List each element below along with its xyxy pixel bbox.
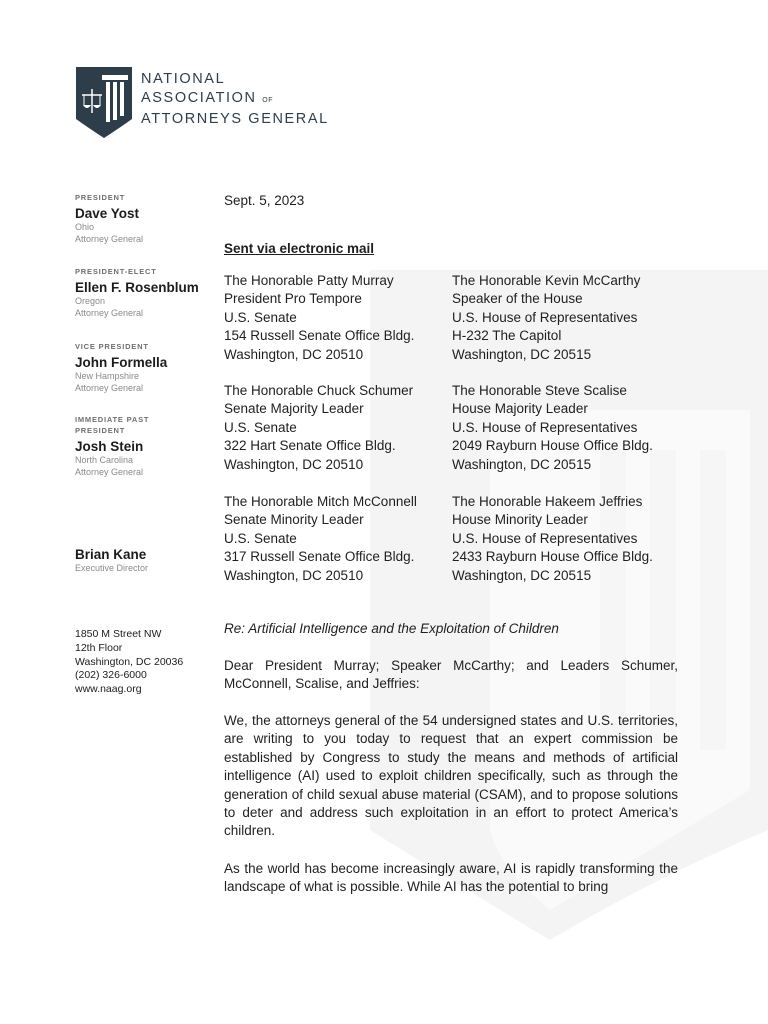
recipient-block	[224, 493, 452, 585]
recipient-line: 322 Hart Senate Office Bldg.	[224, 438, 396, 454]
recipient-line: U.S. Senate	[224, 419, 297, 435]
recipient-line: Senate Majority Leader	[224, 401, 364, 417]
recipient-block	[224, 382, 452, 474]
officer-name: Josh Stein	[75, 439, 144, 454]
officer-role: IMMEDIATE PAST PRESIDENT	[75, 415, 150, 435]
recipient-line: U.S. House of Representatives	[452, 419, 638, 435]
recipient-line: The Honorable Kevin McCarthy	[452, 273, 641, 288]
org-name-line3: ATTORNEYS GENERAL	[141, 111, 329, 127]
recipient-line: The Honorable Steve Scalise	[452, 383, 627, 398]
org-name-of: OF	[262, 96, 273, 104]
executive-name: Brian Kane	[75, 547, 147, 562]
naag-shield-logo	[76, 67, 134, 139]
executive-title: Executive Director	[75, 563, 149, 573]
recipient-line: House Minority Leader	[452, 512, 588, 528]
recipient-line: Senate Minority Leader	[224, 512, 364, 528]
officer-name: John Formella	[75, 355, 168, 370]
recipient-line: The Honorable Hakeem Jeffries	[452, 494, 643, 509]
org-address	[75, 628, 183, 697]
organization-name	[141, 70, 329, 129]
officer-state: New Hampshire	[75, 371, 140, 381]
recipient-line: U.S. Senate	[224, 309, 297, 325]
address-phone: (202) 326-6000	[75, 669, 147, 682]
org-name-line2	[141, 89, 329, 111]
recipient-block	[224, 272, 452, 364]
officer-block	[75, 341, 167, 394]
recipient-block	[452, 272, 680, 364]
letter-date: Sept. 5, 2023	[224, 193, 305, 208]
officer-title: Attorney General	[75, 307, 144, 318]
recipient-line: 2433 Rayburn House Office Bldg.	[452, 549, 653, 565]
recipient-block	[452, 493, 680, 585]
recipient-line: Washington, DC 20515	[452, 567, 592, 583]
recipient-line: H-232 The Capitol	[452, 328, 562, 344]
recipient-line: Washington, DC 20510	[224, 567, 364, 583]
officer-state: Oregon	[75, 296, 106, 306]
recipient-line: The Honorable Chuck Schumer	[224, 383, 414, 398]
officer-name: Dave Yost	[75, 206, 140, 221]
org-name-line1: NATIONAL	[141, 71, 226, 87]
officer-block	[75, 192, 143, 245]
recipient-line: House Majority Leader	[452, 401, 588, 417]
executive-director-block	[75, 544, 148, 575]
officer-title: Attorney General	[75, 466, 144, 477]
recipient-line: Washington, DC 20515	[452, 456, 592, 472]
address-website: www.naag.org	[75, 683, 142, 696]
body-paragraph: As the world has become increasingly aware, AI is rapidly transforming the landscape of what is possible. While AI has the potential to bring	[224, 861, 678, 895]
officer-role: VICE PRESIDENT	[75, 342, 149, 351]
officer-state: Ohio	[75, 222, 95, 232]
recipient-line: The Honorable Patty Murray	[224, 273, 394, 288]
recipient-line: Speaker of the House	[452, 291, 583, 307]
recipient-block	[452, 382, 680, 474]
address-street: 1850 M Street NW	[75, 628, 162, 640]
org-name-association: ASSOCIATION	[141, 89, 257, 106]
address-city: Washington, DC 20036	[75, 655, 184, 668]
officer-title: Attorney General	[75, 233, 144, 244]
recipient-line: Washington, DC 20515	[452, 346, 592, 362]
officer-block	[75, 266, 199, 319]
recipient-line: 154 Russell Senate Office Bldg.	[224, 328, 415, 344]
recipient-line: Washington, DC 20510	[224, 456, 364, 472]
recipient-line: U.S. House of Representatives	[452, 309, 638, 325]
sent-via-line: Sent via electronic mail	[224, 241, 375, 256]
subject-line: Re: Artificial Intelligence and the Exploitation of Children	[224, 621, 559, 636]
officer-name: Ellen F. Rosenblum	[75, 280, 199, 295]
recipient-line: 317 Russell Senate Office Bldg.	[224, 549, 415, 565]
officer-role: PRESIDENT-ELECT	[75, 267, 157, 276]
recipient-line: President Pro Tempore	[224, 291, 362, 307]
officer-state: North Carolina	[75, 455, 134, 465]
officer-role: PRESIDENT	[75, 193, 126, 202]
officer-block	[75, 414, 155, 478]
recipient-line: Washington, DC 20510	[224, 346, 364, 362]
recipient-line: U.S. House of Representatives	[452, 530, 638, 546]
recipient-line: The Honorable Mitch McConnell	[224, 494, 417, 509]
salutation: Dear President Murray; Speaker McCarthy; and Leaders Schumer, McConnell, Scalise, and Jeffries:	[224, 658, 678, 692]
body-paragraph: We, the attorneys general of the 54 undersigned states and U.S. territories, are writing to you today to request that an expert commission be established by Congress to study the means and methods of artificial intelligence (AI) used to exploit children specifically, such as through the generation of child sexual abuse material (CSAM), and to propose solutions to deter and address such exploitation in an effort to protect America’s children.	[224, 713, 678, 839]
recipient-line: 2049 Rayburn House Office Bldg.	[452, 438, 653, 454]
recipient-line: U.S. Senate	[224, 530, 297, 546]
officer-title: Attorney General	[75, 382, 144, 393]
address-floor: 12th Floor	[75, 641, 123, 654]
